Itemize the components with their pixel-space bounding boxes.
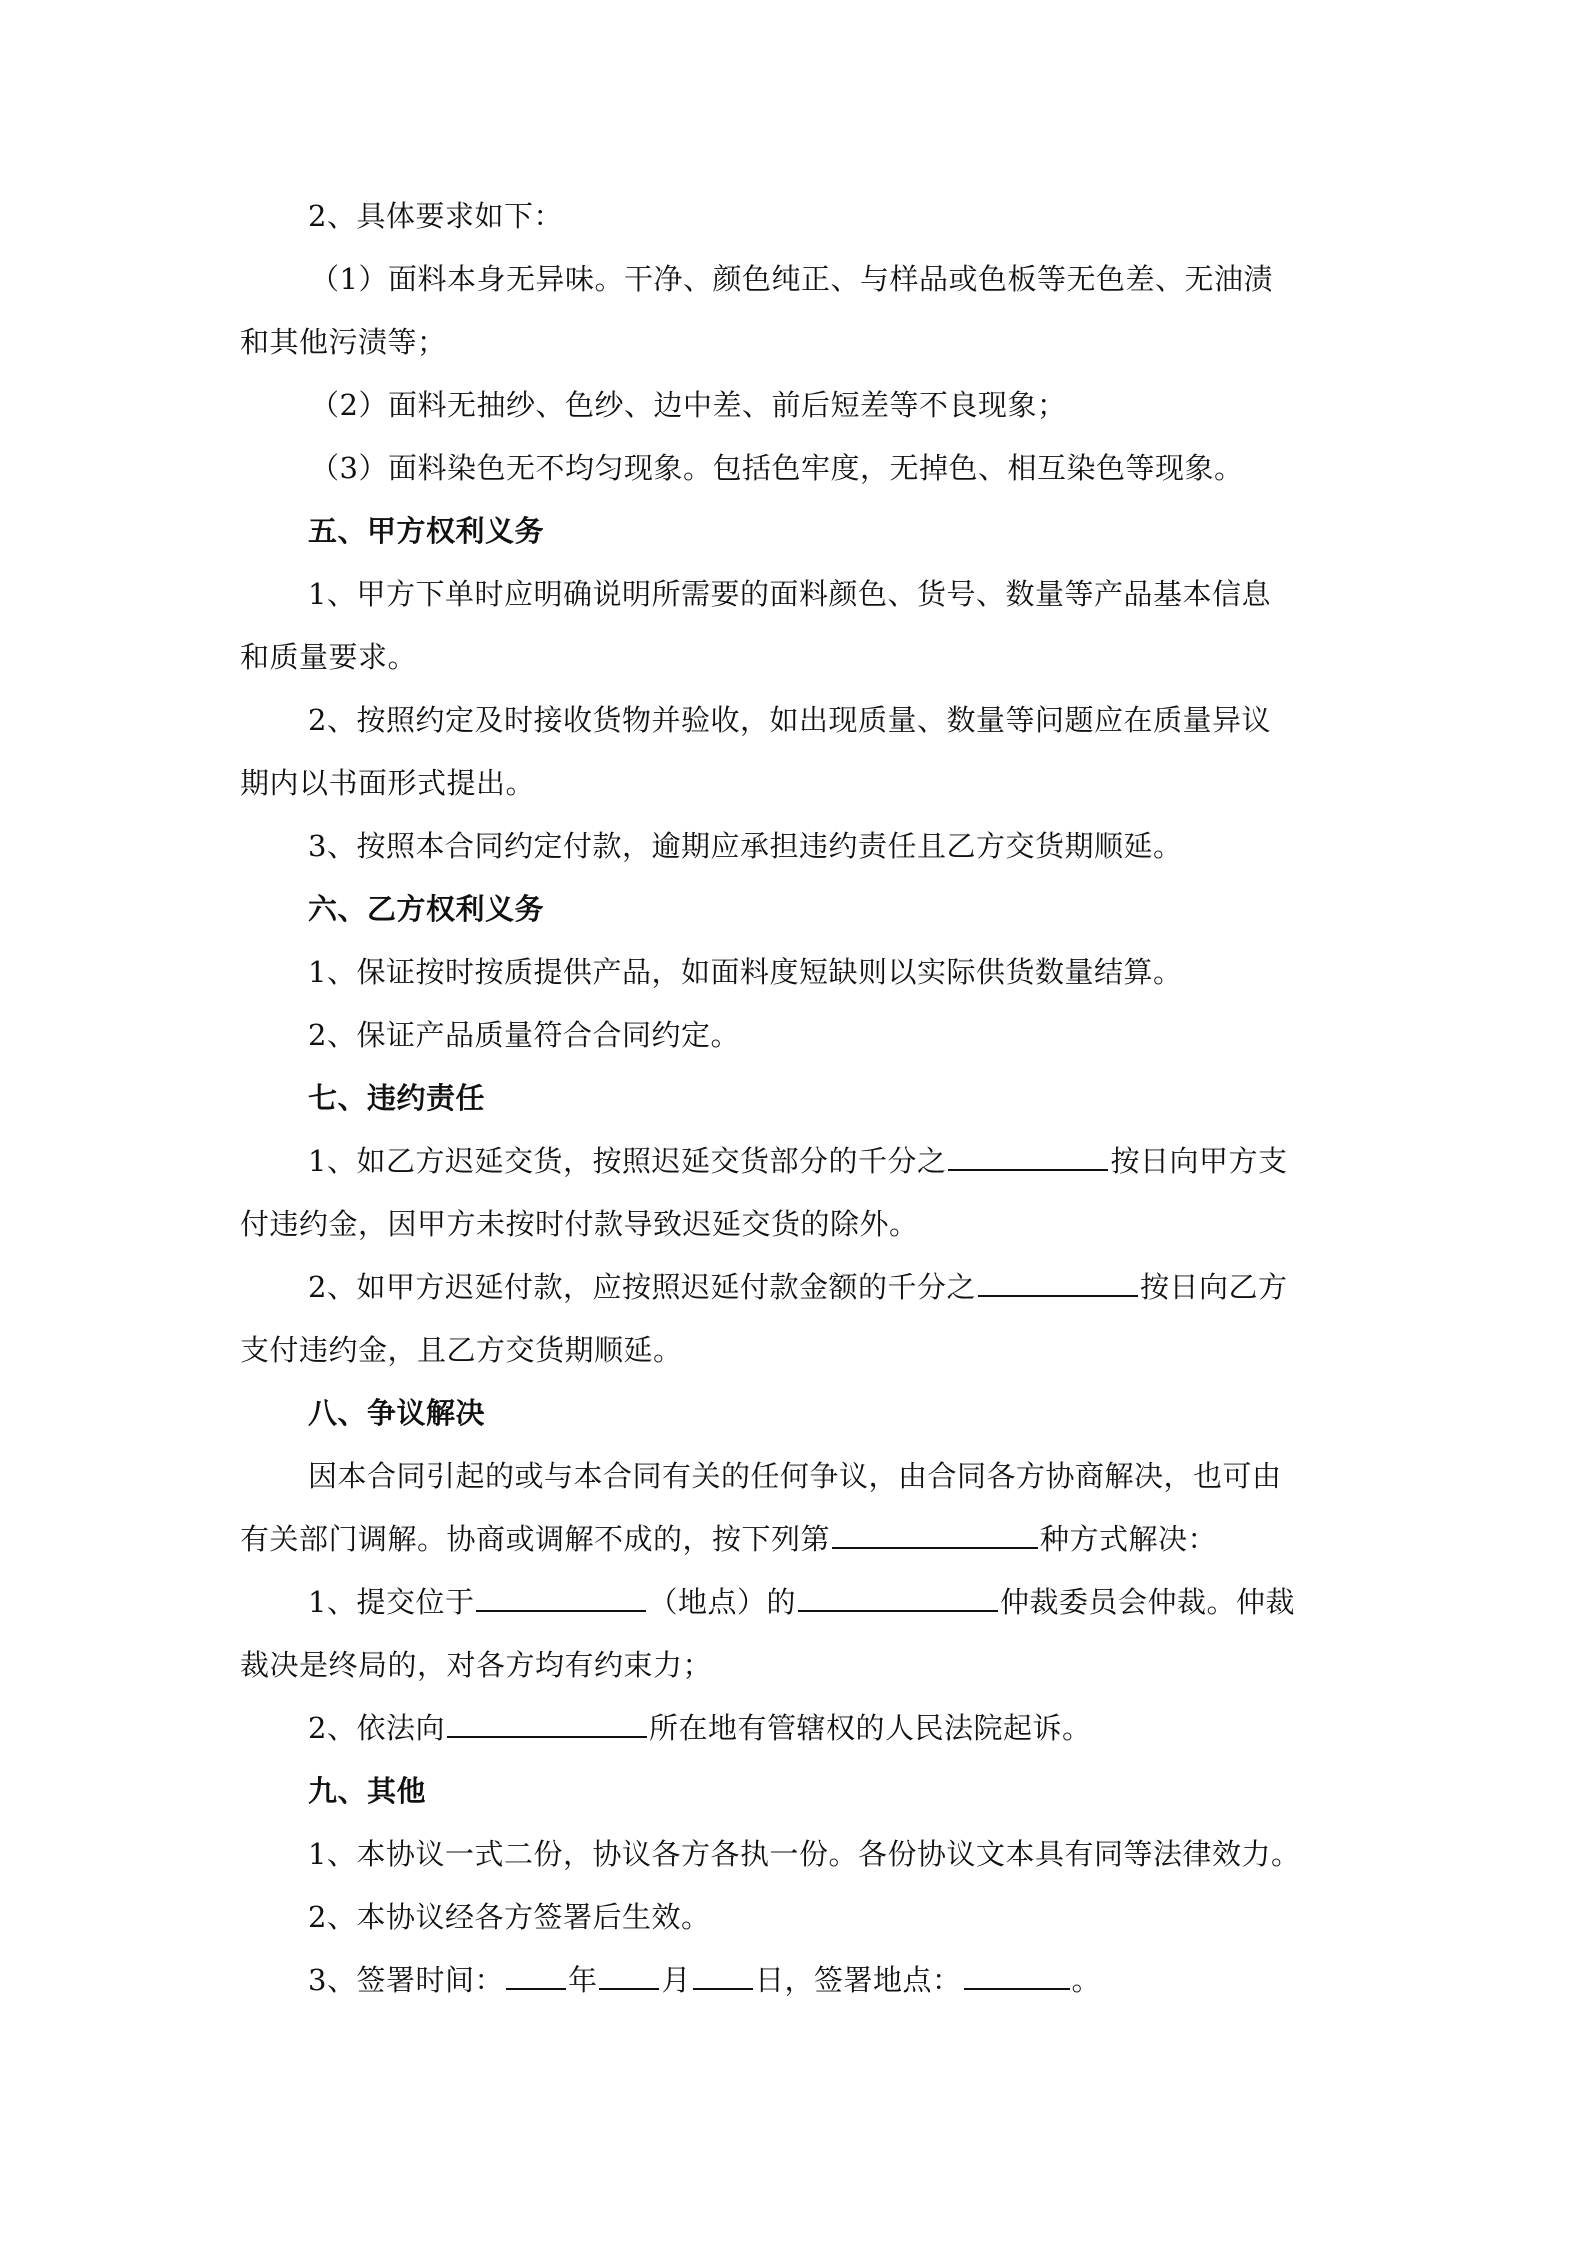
- section-8-item-1-text-post: 仲裁委员会仲裁。仲裁: [999, 1585, 1295, 1619]
- section-8-item-2: [308, 1708, 1091, 1748]
- delay-payment-rate-blank[interactable]: [978, 1267, 1138, 1297]
- signing-place-blank[interactable]: [964, 1960, 1070, 1990]
- section-8-title: 八、争议解决: [308, 1396, 486, 1430]
- resolution-method-blank[interactable]: [832, 1519, 1038, 1549]
- section-7-item-2-text-pre: 2、如甲方迟延付款，应按照迟延付款金额的千分之: [308, 1270, 976, 1304]
- delay-delivery-rate-blank[interactable]: [948, 1141, 1108, 1171]
- section-7-item-2-text-post: 按日向乙方: [1139, 1270, 1288, 1304]
- requirement-3: （3）面料染色无不均匀现象。包括色牢度，无掉色、相互染色等现象。: [310, 451, 1244, 485]
- section-7-item-2-line-2: 支付违约金，且乙方交货期顺延。: [240, 1333, 683, 1367]
- section-9-item-2: 2、本协议经各方签署后生效。: [308, 1900, 711, 1934]
- section-8-item-1-line-2: 裁决是终局的，对各方均有约束力；: [240, 1648, 713, 1682]
- court-location-blank[interactable]: [447, 1708, 647, 1738]
- month-label: 月: [661, 1963, 691, 1997]
- section-8-paragraph-line-1: 因本合同引起的或与本合同有关的任何争议，由合同各方协商解决，也可由: [308, 1459, 1282, 1493]
- requirement-1-line-1: （1）面料本身无异味。干净、颜色纯正、与样品或色板等无色差、无油渍: [310, 262, 1273, 296]
- section-8-item-2-text-post: 所在地有管辖权的人民法院起诉。: [648, 1711, 1092, 1745]
- section-7-item-1-text-pre: 1、如乙方迟延交货，按照迟延交货部分的千分之: [308, 1144, 947, 1178]
- section-9-item-1: 1、本协议一式二份，协议各方各执一份。各份协议文本具有同等法律效力。: [308, 1837, 1301, 1871]
- section-8-paragraph-text-pre: 有关部门调解。协商或调解不成的，按下列第: [240, 1522, 831, 1556]
- arbitration-commission-blank[interactable]: [798, 1582, 998, 1612]
- section-9-title: 九、其他: [308, 1774, 427, 1808]
- section-7-item-1-text-post: 按日向甲方支: [1110, 1144, 1288, 1178]
- section-8-item-1-text-pre: 1、提交位于: [308, 1585, 475, 1619]
- section-6-title: 六、乙方权利义务: [308, 892, 545, 926]
- signing-year-blank[interactable]: [506, 1960, 566, 1990]
- signing-month-blank[interactable]: [599, 1960, 659, 1990]
- section-7-item-1-line-2: 付违约金，因甲方未按时付款导致迟延交货的除外。: [240, 1207, 919, 1241]
- day-and-place-label: 日，签署地点：: [754, 1963, 962, 1997]
- section-5-title: 五、甲方权利义务: [308, 514, 545, 548]
- signing-day-blank[interactable]: [693, 1960, 753, 1990]
- section-8-paragraph-text-post: 种方式解决：: [1040, 1522, 1218, 1556]
- arbitration-location-blank[interactable]: [476, 1582, 646, 1612]
- requirement-2: （2）面料无抽纱、色纱、边中差、前后短差等不良现象；: [310, 388, 1067, 422]
- requirements-heading: 2、具体要求如下：: [308, 199, 563, 233]
- signing-time-label: 3、签署时间：: [308, 1963, 504, 1997]
- section-8-paragraph-line-2: [240, 1519, 1217, 1559]
- section-5-item-3: 3、按照本合同约定付款，逾期应承担违约责任且乙方交货期顺延。: [308, 829, 1183, 863]
- section-7-title: 七、违约责任: [308, 1081, 486, 1115]
- period-mark: 。: [1071, 1963, 1102, 1997]
- section-5-item-2-line-1: 2、按照约定及时接收货物并验收，如出现质量、数量等问题应在质量异议: [308, 703, 1271, 737]
- section-7-item-1-line-1: [308, 1141, 1287, 1181]
- section-5-item-1-line-1: 1、甲方下单时应明确说明所需要的面料颜色、货号、数量等产品基本信息: [308, 577, 1271, 611]
- section-8-item-1-text-mid: （地点）的: [648, 1585, 796, 1619]
- year-label: 年: [567, 1963, 598, 1997]
- section-5-item-2-line-2: 期内以书面形式提出。: [240, 766, 536, 800]
- section-6-item-1: 1、保证按时按质提供产品，如面料度短缺则以实际供货数量结算。: [308, 955, 1183, 989]
- requirement-1-line-2: 和其他污渍等；: [240, 325, 447, 359]
- section-5-item-1-line-2: 和质量要求。: [240, 640, 418, 674]
- section-7-item-2-line-1: [308, 1267, 1287, 1307]
- section-6-item-2: 2、保证产品质量符合合同约定。: [308, 1018, 740, 1052]
- section-9-item-3: [308, 1960, 1101, 2000]
- section-8-item-2-text-pre: 2、依法向: [308, 1711, 445, 1745]
- section-8-item-1-line-1: [308, 1582, 1295, 1622]
